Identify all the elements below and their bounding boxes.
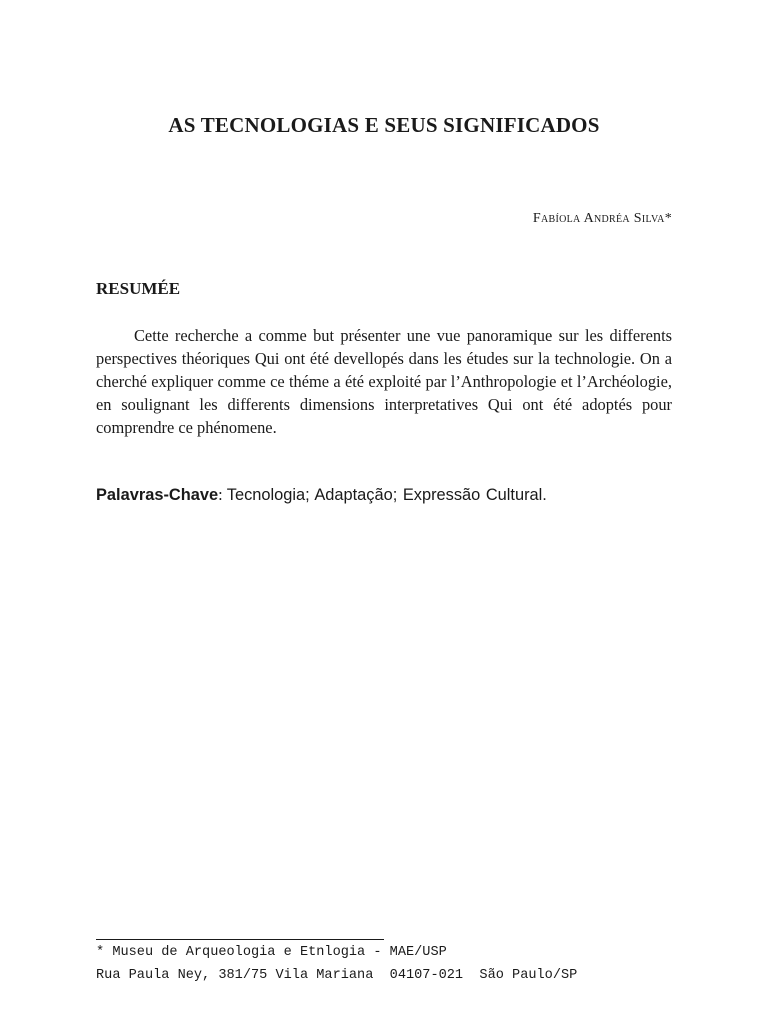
keywords-list: Tecnologia; Adaptação; Expressão Cultural. [226,486,547,504]
keywords-line [96,483,672,507]
keywords-label: Palavras-Chave [96,486,219,504]
author-name: Fabíola Andréa Silva* [532,211,672,226]
abstract-paragraph: Cette recherche a comme but présenter une vue panoramique sur les differents perspectives théoriques Qui ont été devellopés dans les études sur la technologie. On a cherché expliquer comme ce théme a été exploité par l’Anthropologie et l’Archéologie, en soulignant les differents dimensions interpretatives Qui ont été adoptés pour comprendre ce phénomene. [96,326,672,437]
keywords-separator: : [218,485,223,504]
section-heading-resumee: RESUMÉE [96,279,181,298]
footnote-affiliation: * Museu de Arqueologia e Etnlogia - MAE/USP [96,945,447,960]
footnote-address: Rua Paula Ney, 381/75 Vila Mariana 04107-021 São Paulo/SP [96,968,578,983]
footnote-divider [96,939,384,940]
paper-title: AS TECNOLOGIAS E SEUS SIGNIFICADOS [168,113,600,137]
